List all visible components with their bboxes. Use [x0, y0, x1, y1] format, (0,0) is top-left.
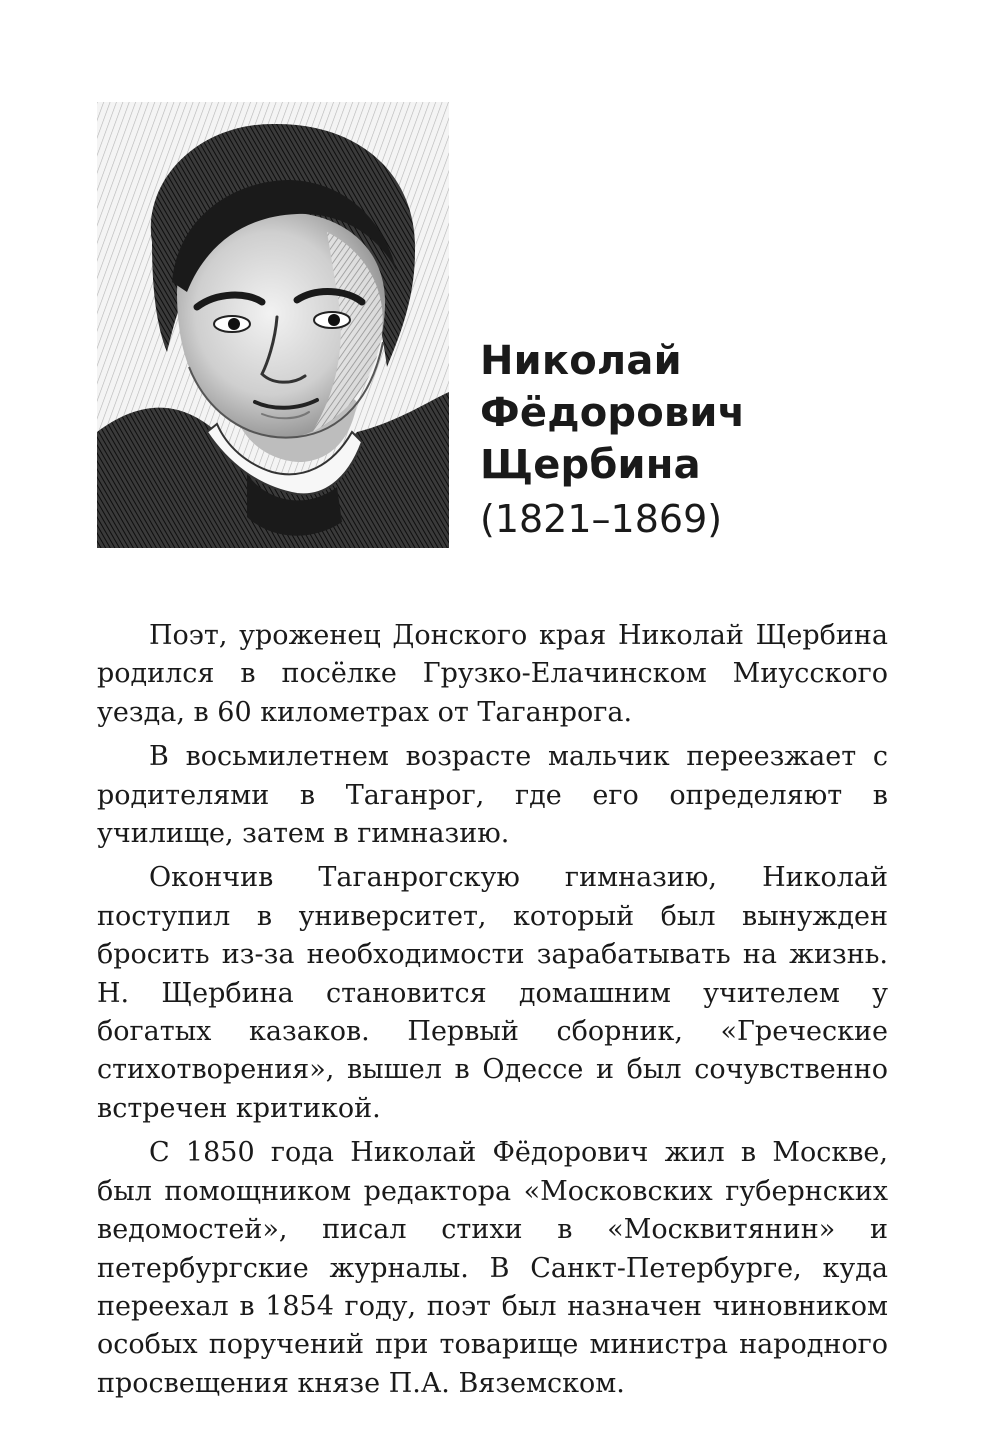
biography-text: [97, 617, 888, 1409]
author-heading: [480, 335, 950, 545]
biography-paragraph: Поэт, уроженец Донского края Николай Щербина родился в посёлке Грузко-Елачинском Миусского уезда, в 60 километрах от Таганрога.: [97, 620, 888, 728]
author-life-years: (1821–1869): [480, 497, 723, 541]
author-patronymic: Фёдорович: [480, 390, 746, 436]
biography-paragraph: Окончив Таганрогскую гимназию, Николай поступил в университет, который был вынужден бросить из-за необходимости зарабатывать на жизнь. Н. Щербина становится домашним учителем у богатых казаков. Первый сборник, «Греческие стихотворения», вышел в Одессе и был сочувственно встречен критикой.: [97, 862, 888, 1124]
author-portrait: [97, 102, 449, 548]
biography-paragraph: В восьмилетнем возрасте мальчик переезжает с родителями в Таганрог, где его определяют в училище, затем в гимназию.: [97, 741, 888, 850]
biography-paragraph: С 1850 года Николай Фёдорович жил в Москве, был помощником редактора «Московских губернских ведомостей», писал стихи в «Москвитянин» и петербургские журналы. В Санкт-Петербурге, куда переехал в 1854 году, поэт был назначен чиновником особых поручений при товарище министра народного просвещения князе П.А. Вяземском.: [97, 1137, 888, 1399]
author-last-name: Щербина: [480, 442, 701, 488]
author-first-name: Николай: [480, 338, 682, 384]
